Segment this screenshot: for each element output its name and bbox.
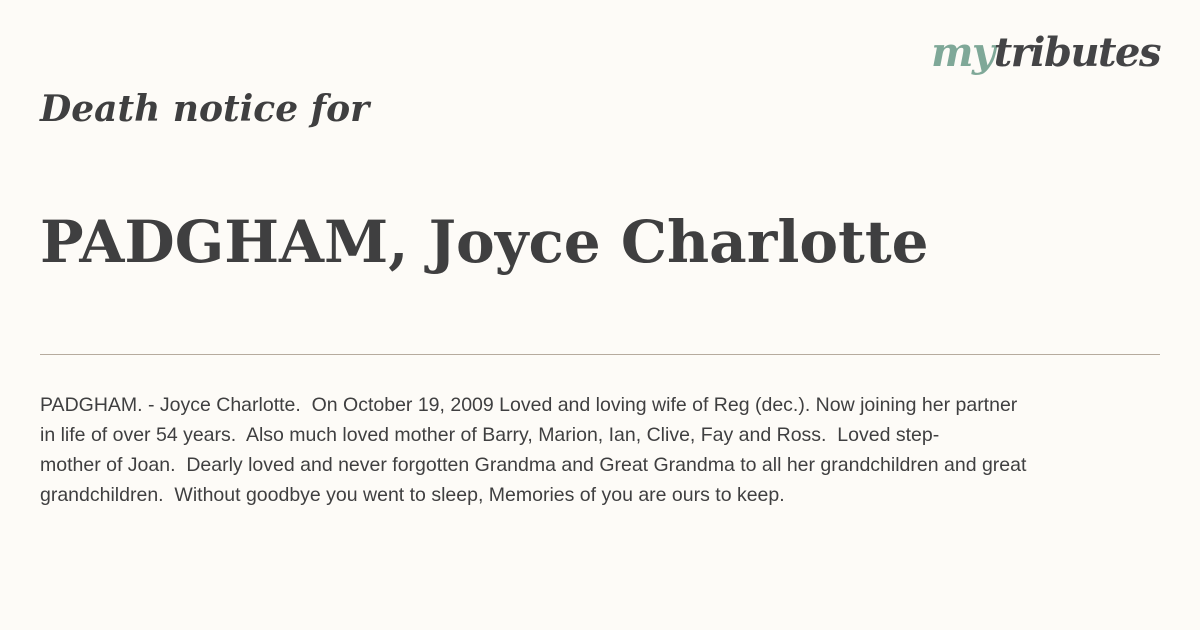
notice-line: PADGHAM. - Joyce Charlotte. On October 19, 2009 Loved and loving wife of Reg (dec.). Now joining her partner [40, 394, 1018, 416]
notice-line: grandchildren. Without goodbye you went to sleep, Memories of you are ours to keep. [40, 484, 785, 506]
logo-my-text: my [931, 29, 994, 76]
notice-line: in life of over 54 years. Also much loved mother of Barry, Marion, Ian, Clive, Fay and Ross. Loved step- [40, 424, 940, 446]
deceased-name: PADGHAM, Joyce Charlotte [40, 208, 929, 276]
page-subtitle: Death notice for [40, 88, 370, 130]
notice-text [40, 390, 1200, 510]
mytributes-logo[interactable] [931, 29, 1160, 76]
divider [40, 354, 1160, 355]
logo-tributes-text: tributes [993, 29, 1160, 76]
notice-line: mother of Joan. Dearly loved and never forgotten Grandma and Great Grandma to all her grandchildren and great [40, 454, 1027, 476]
